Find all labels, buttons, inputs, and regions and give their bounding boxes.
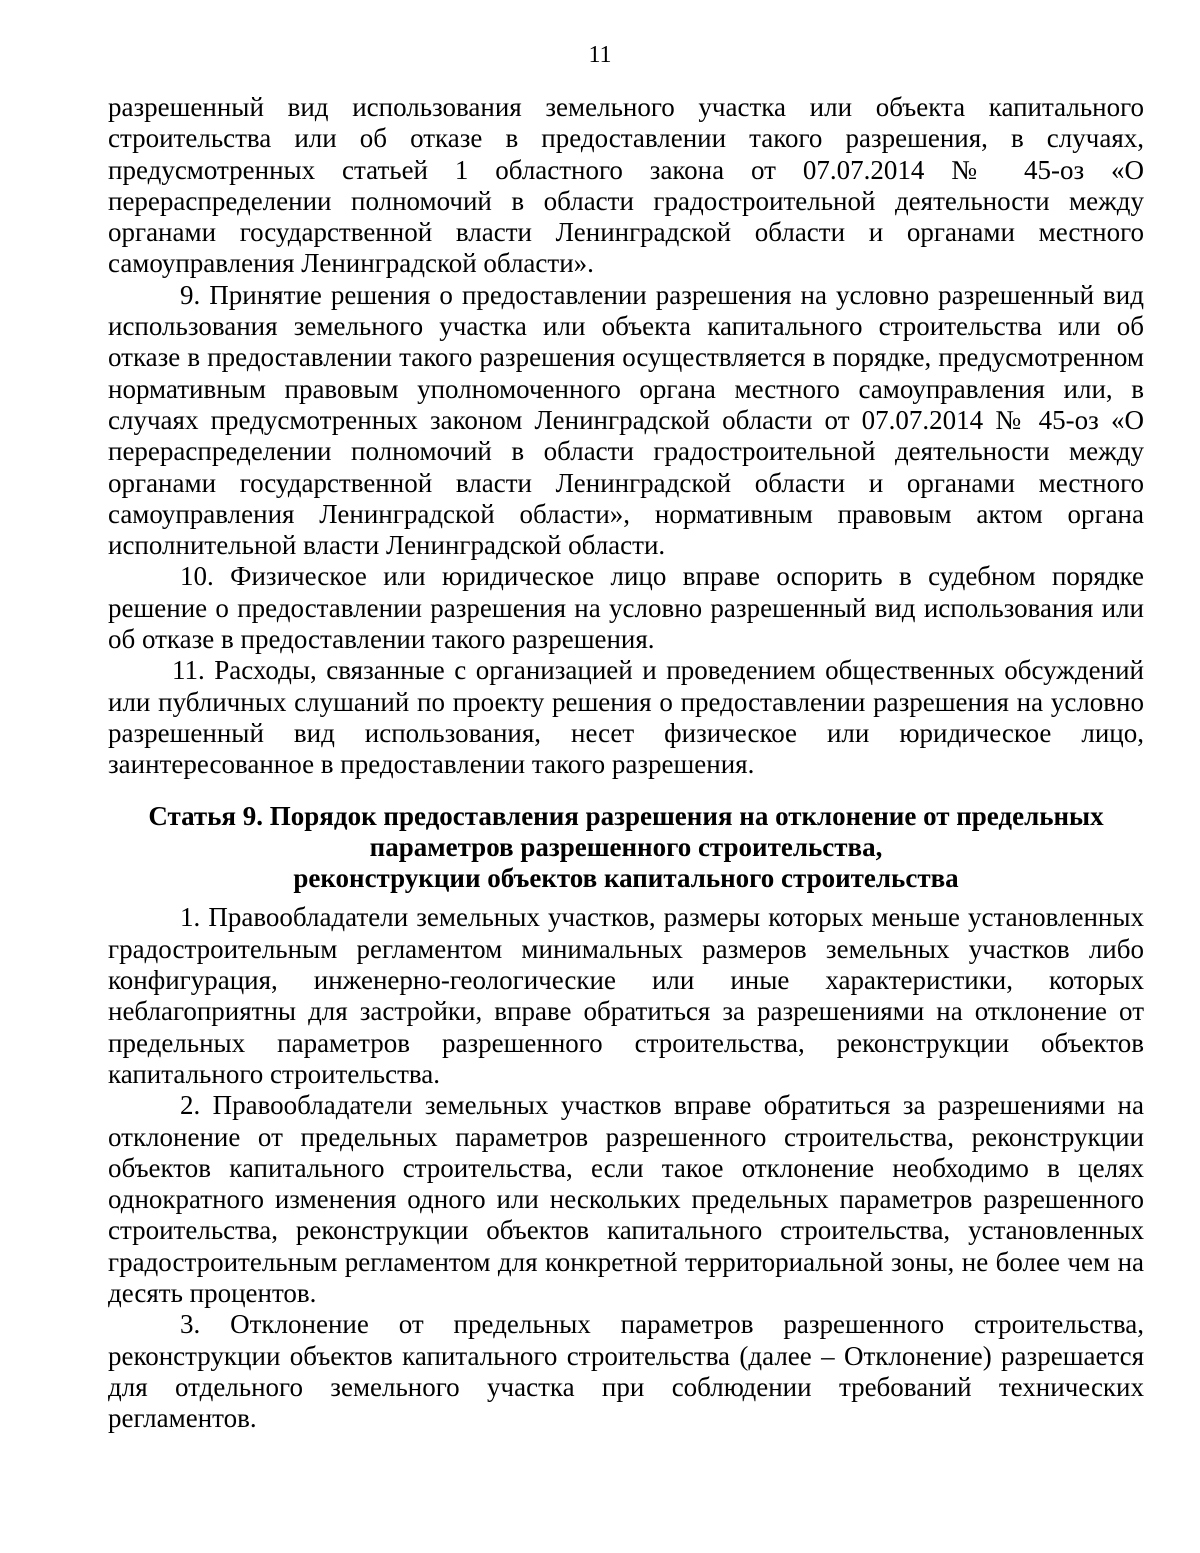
article-heading-line-2: параметров разрешенного строительства, <box>369 831 883 862</box>
page-number: 11 <box>588 42 612 68</box>
article-9-item-3: 3. Отклонение от предельных параметров разрешенного строительства, реконструкции объектов капитального строительства (далее – Отклонение) разрешается для отдельного земельного участка при соблюдении требований технических регламентов. <box>108 1309 1144 1434</box>
article-9-item-1: 1. Правообладатели земельных участков, размеры которых меньше установленных градостроительным регламентом минимальных размеров земельных участков либо конфигурация, инженерно-геологические или иные характеристики, которых неблагоприятны для застройки, вправе обратиться за разрешениями на отклонение от предельных параметров разрешенного строительства, реконструкции объектов капитального строительства. <box>108 902 1144 1089</box>
paragraph-item-9: 9. Принятие решения о предоставлении разрешения на условно разрешенный вид использования земельного участка или объекта капитального строительства или об отказе в предоставлении такого разрешения осуществляется в порядке, предусмотренном нормативным правовым уполномоченного органа местного самоуправления или, в случаях предусмотренных законом Ленинградской области от 07.07.2014 № 45-оз «О перераспределении полномочий в области градостроительной деятельности между органами государственной власти Ленинградской области и органами местного самоуправления Ленинградской области», нормативным правовым актом органа исполнительной власти Ленинградской области. <box>108 279 1144 561</box>
paragraph-item-10: 10. Физическое или юридическое лицо вправе оспорить в судебном порядке решение о предоставлении разрешения на условно разрешенный вид использования или об отказе в предоставлении такого разрешения. <box>108 561 1144 655</box>
article-heading-line-1: Статья 9. Порядок предоставления разрешения на отклонение от предельных <box>148 800 1104 831</box>
article-heading <box>108 801 1144 895</box>
paragraph-item-11: 11. Расходы, связанные с организацией и проведением общественных обсуждений или публичных слушаний по проекту решения о предоставлении разрешения на условно разрешенный вид использования, несет физическое или юридическое лицо, заинтересованное в предоставлении такого разрешения. <box>108 655 1144 780</box>
article-heading-line-3: реконструкции объектов капитального строительства <box>293 863 959 894</box>
article-9-item-2: 2. Правообладатели земельных участков вправе обратиться за разрешениями на отклонение от предельных параметров разрешенного строительства, реконструкции объектов капитального строительства, если такое отклонение необходимо в целях однократного изменения одного или нескольких предельных параметров разрешенного строительства, реконструкции объектов капитального строительства, установленных градостроительным регламентом для конкретной территориальной зоны, не более чем на десять процентов. <box>108 1090 1144 1308</box>
paragraph-continuation: разрешенный вид использования земельного участка или объекта капитального строительства или об отказе в предоставлении такого разрешения, в случаях, предусмотренных статьей 1 областного закона от 07.07.2014 № 45-оз «О перераспределении полномочий в области градостроительной деятельности между органами государственной власти Ленинградской области и органами местного самоуправления Ленинградской области». <box>108 92 1144 279</box>
document-body <box>108 92 1144 1434</box>
